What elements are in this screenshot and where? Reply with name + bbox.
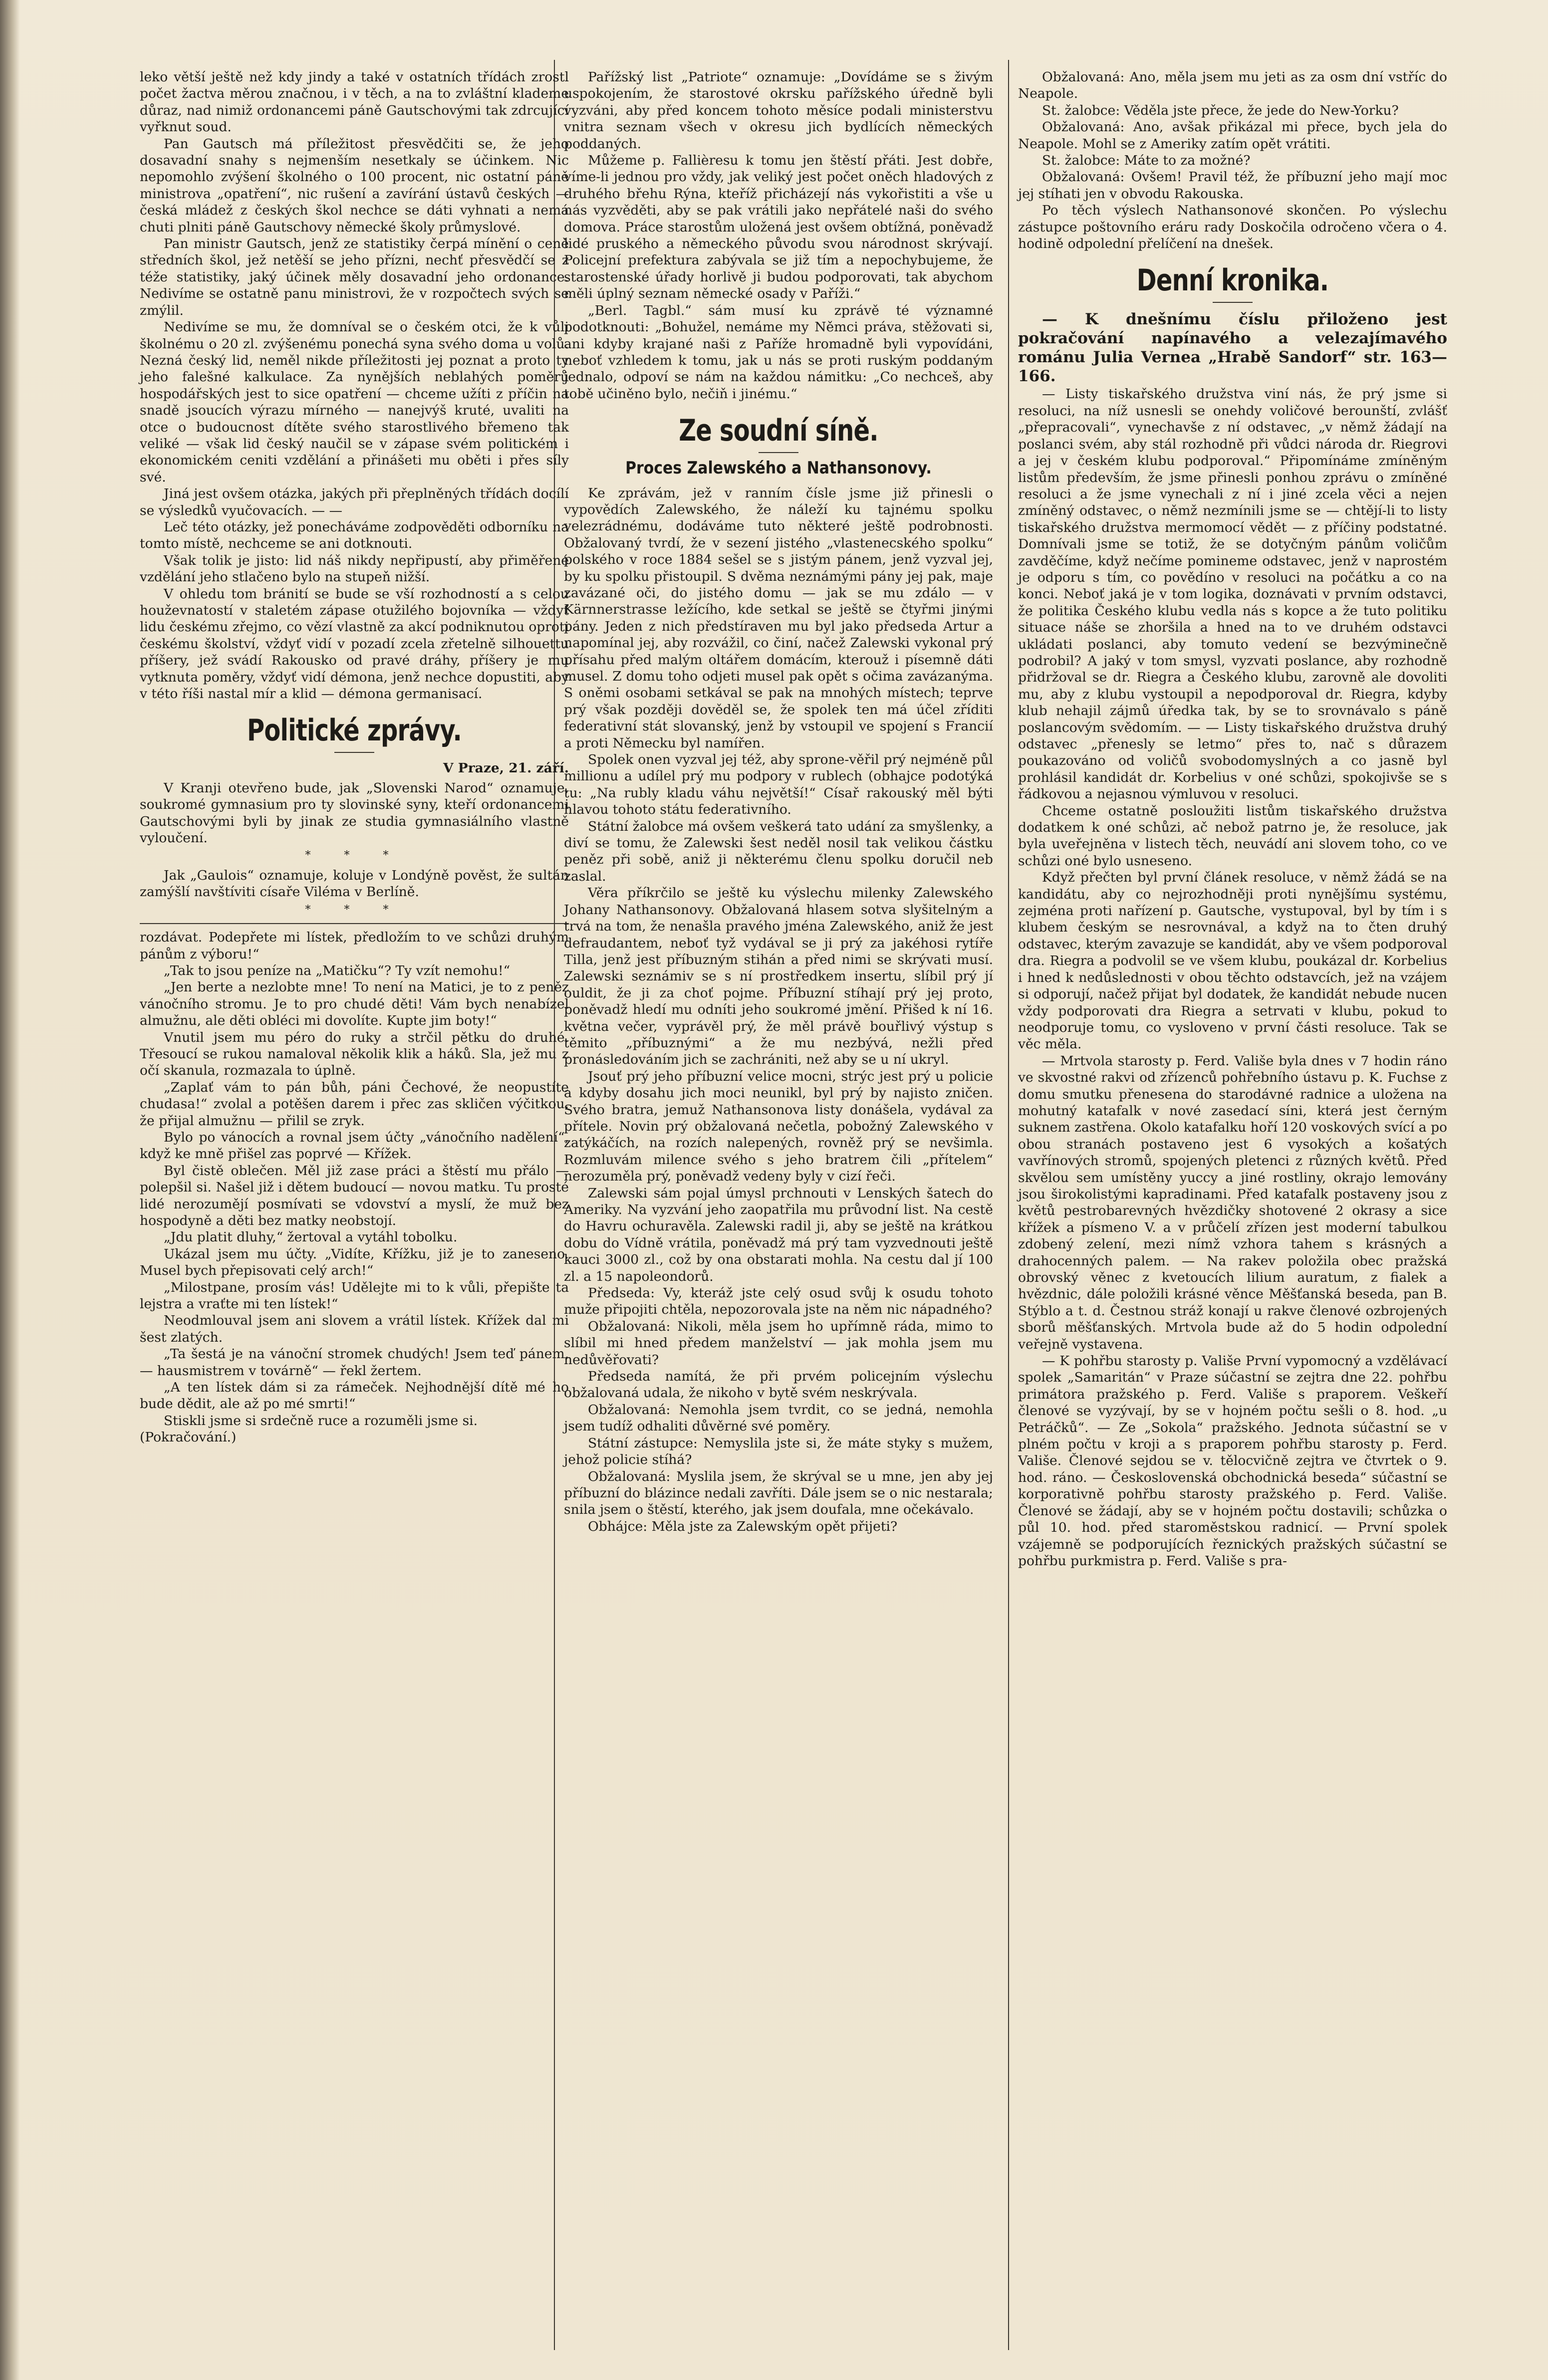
paragraph: Po těch výslech Nathansonové skončen. Po výslechu zástupce poštovního eráru rady Doskočila odročeno včera o 4. hodině odpolední přelíčení na dnešek. (1018, 203, 1447, 252)
paragraph: Když přečten byl první článek resoluce, v němž žádá se na kandidátu, aby co nejrozhodněji proti nynějšímu systému, zejména proti nařízení p. Gautsche, vystupoval, byl by tím i s klubem českým se nesrovnával, a když na to čten druhý odstavec, kterým zavazuje se kandidát, aby ve všem podporoval dra. Riegra a podvolil se ve všem klubu, poukázal dr. Korbelius i hned k nedůslednosti v obou těchto odstavcích, jež na vzájem si odporují, načež přijat byl dodatek, že kandidát nebude nucen vždy podporovati dra Riegra a setrvati v klubu, pokud to neodporuje tomu, co vysloveno v první části resoluce. Tak se věc měla. (1018, 870, 1447, 1052)
paragraph: St. žalobce: Máte to za možné? (1042, 153, 1251, 169)
paragraph: Jiná jest ovšem otázka, jakých při přeplněných třídách docílí se výsledků vyučovacích. — — (140, 486, 569, 518)
paragraph: V ohledu tom bránití se bude se vší rozhodností a s celou houževnatostí v staletém zápase otužilého bojovníka — vždyť lidu českému zřejmo, co vězí vlastně za akcí podniknutou oproti českému školství, vždyť vidí v pozadí zcela zřetelně silhouettu příšery, jež svádí Rakousko od pravé dráhy, příšery je mu vytknuta poměry, vždyť vidí démona, jenž nechce dopustiti, aby v této říši nastal mír a klid — démona germanisací. (140, 586, 569, 702)
paragraph: — Mrtvola starosty p. Ferd. Vališe byla dnes v 7 hodin ráno ve skvostné rakvi od zřízenců pohřebního ústavu p. K. Fuchse z domu smutku přenesena do starodávné radnice a uložena na mohutný katafalk v nové zasedací síni, která jest černým suknem zastřena. Okolo katafalku hoří 120 voskových svící a po obou stranách postaveno jest 6 vysokých a košatých vavřínových stromů, spojených pletenci z různých květů. Před skvělou sem umístěny yuccy a jiné rostliny, okrajo lemovány jsou širokolistými kapradinami. Před katafalk postaveny jsou z květů pestrobarevných hvězdičky shotovené 2 okrasy a sice křížek a písmeno V. a v průčelí zřízen jest moderní tabulkou zdobený zelení, mezi nímž vzhora tahem s krásných a drahocenných palem. — Na rakev položila obec pražská obrovský věnec z kvetoucích lilium auratum, z fialek a hvězdnic, dále položili krásné věnce Měšťanská beseda, pan B. Stýblo a t. d. Čestnou stráž konají u rakve členové ozbrojených sborů měšťanských. Mrtvola bude až do 5 hodin odpolední veřejně vystavena. (1018, 1053, 1447, 1352)
paragraph: Obžalovaná: Myslila jsem, že skrýval se u mne, jen aby jej příbuzní do blázince nedali zavříti. Dále jsem se o nic nestarala; snila jsem o štěstí, kterého, jak jsem doufala, mne očekávalo. (564, 1468, 993, 1518)
feuilleton-paragraph: „Ta šestá je na vánoční stromek chudých! Jsem teď pánem, — hausmistrem v továrně“ — řekl žertem. (140, 1346, 569, 1379)
paragraph: Státní žalobce má ovšem veškerá tato udání za smyšlenky, a diví se tomu, že Zalewski šest neděl nosil tak velikou částku peněz při sobě, aniž ji některému členu spolku doručil neb zaslal. (564, 818, 993, 884)
column-3 (1018, 69, 1447, 1569)
divider (759, 452, 798, 453)
continuation-note: (Pokračování.) (140, 1429, 237, 1445)
paragraph: Můžeme p. Fallièresu k tomu jen štěstí přáti. Jest dobře, víme-li jednou pro vždy, jak veliký jest počet oněch hladových z druhého břehu Rýna, kteříž přicházejí nás vykořistiti a vše u nás vyzvěděti, aby se pak vrátili jako nepřátelé naši do svého domova. Práce starostům uložená jest ovšem obtížná, poněvadž lidé pruského a německého původu svou národnost skrývají. Policejní prefektura zabývala se již tím a nepochybujeme, že starostenské úřady horlivě ji budou podporovati, tak abychom měli úplný seznam německé osady v Paříži.“ (564, 153, 993, 302)
feuilleton-paragraph: Ukázal jsem mu účty. „Vidíte, Křížku, již je to zaneseno. Musel bych přepisovati celý arch!“ (140, 1246, 569, 1279)
paragraph: Obžalovaná: Nemohla jsem tvrdit, co se jedná, nemohla jsem tudíž odhaliti důvěrné své poměry. (564, 1402, 993, 1434)
feuilleton-paragraph: „Zaplať vám to pán bůh, páni Čechové, že neopustíte chudasa!“ zvolal a potěšen darem i přec zas skličen výčitkou, že přijal almužnu — přilil se zryk. (140, 1079, 569, 1129)
feuilleton-paragraph: „A ten lístek dám si za rámeček. Nejhodnější dítě mé ho bude dědit, ale až po mé smrti!“ (140, 1380, 569, 1412)
paragraph: Leč této otázky, jež ponecháváme zodpověděti odborníku na tomto místě, nechceme se ani dotknouti. (140, 519, 569, 552)
lead-notice: — K dnešnímu číslu přiloženo jest pokračování napínavého a velezajímavého románu Julia Vernea „Hrabě Sandorf“ str. 163—166. (1018, 310, 1447, 386)
paragraph: Spolek onen vyzval jej též, aby sprone-věřil prý nejméně půl millionu a udílel prý mu podpory v rublech (obhajce podotýká tu: „Na rubly kladu váhu největší!“ Císař rakouský měl býti hlavou tohoto státu federativního. (564, 752, 993, 818)
article-heading-trial: Proces Zalewského a Nathansonovy. (625, 458, 932, 478)
paragraph: leko větší ještě než kdy jindy a také v ostatních třídách zrostl počet žactva měrou značnou, i v těch, a na to zvláštní klademe důraz, nad nimiž ordonancemi páně Gautschovými tak zdrcující vyřknut soud. (140, 69, 569, 135)
section-heading-chronicle: Denní kronika. (1136, 263, 1329, 298)
paragraph: „Berl. Tagbl.“ sám musí ku zprávě té významné podotknouti: „Bohužel, nemáme my Němci práva, stěžovati si, ani kdyby krajané naši z Paříže hromadně byli vypovídáni, neboť vzhledem k tomu, jak u nás se proti ruským poddaným jednalo, odpoví se nám na každou námitku: „Co nechceš, aby tobě učiněno bylo, nečiň i jinému.“ (564, 302, 993, 402)
page-binding-shadow (0, 0, 20, 2380)
feuilleton-paragraph: „Jdu platit dluhy,“ žertoval a vytáhl tobolku. (164, 1229, 458, 1245)
paragraph: Státní zástupce: Nemyslila jste si, že máte styky s mužem, jehož policie stíhá? (564, 1435, 993, 1468)
divider (334, 752, 374, 753)
feuilleton-paragraph: Byl čistě oblečen. Měl již zase práci a štěstí mu přálo — polepšil si. Našel již i dětem budoucí — novou matku. Tu prosté lidé nerozumějí posmívati se vdovství a myslí, že muž bez hospodyně a děti bez matky neobstojí. (140, 1163, 569, 1228)
paragraph: Ke zprávám, jež v ranním čísle jsme již přinesli o vypovědích Zalewského, že náleží ku tajnému spolku velezrádnému, dodáváme tuto některé ještě podrobnosti. Obžalovaný tvrdí, že v sezení jistého „vlastenecského spolku“ polského v roce 1884 sešel se s jistým pánem, jenž vyzval jej, by ku spolku přistoupil. S dvěma neznámými pány jej pak, maje zavázané oči, do jistého domu — jak se mu zdálo — v Kärnnerstrasse ležícího, kde setkal se ještě se čtyřmi jinými pány. Jeden z nich předstíraven mu byl jako předseda Artur a napomínal jej, aby rozvážil, co činí, načež Zalewski vykonal prý přísahu před malým oltářem domácím, kterouž i písemně dáti musel. Z domu toho odjeti musel pak opět s očima zavázanýma. S oněmi osobami setkával se pak na mnohých místech; teprve prý však později dověděl se, že spolek ten má účel zříditi federativní stát slovanský, jenž by vstoupil ve spojení s Francií a proti Německu byl namířen. (564, 485, 993, 751)
paragraph: Pařížský list „Patriote“ oznamuje: „Dovídáme se s živým uspokojením, že starostové okrsku pařížského úředně byli vyzváni, aby před koncem tohoto měsíce podali ministerstvu vnitra seznam všech v okresu jich bydlících německých poddaných. (564, 69, 993, 152)
paragraph: Pan ministr Gautsch, jenž ze statistiky čerpá mínění o ceně středních škol, jež netěší se jeho přízni, nechť přesvědčí se z téže statistiky, jaký účinek měly dosavadní jeho ordonance. Nedivíme se ostatně panu ministrovi, že v rozpočtech svých se zmýlil. (140, 236, 569, 318)
feuilleton-paragraph: „Tak to jsou peníze na „Matičku“? Ty vzít nemohu!“ (164, 962, 511, 978)
feuilleton-paragraph: Stiskli jsme si srdečně ruce a rozuměli jsme si. (164, 1413, 478, 1428)
paragraph: Předseda: Vy, kteráž jste celý osud svůj k osudu tohoto muže připojiti chtěla, nepozorovala jste na něm nic nápadného? (564, 1285, 993, 1318)
paragraph: Nedivíme se mu, že domníval se o českém otci, že k vůli školnému o 20 zl. zvýšenému ponechá syna svého doma u volů. Nezná český lid, neměl nikde příležitosti jej poznat a proto ty jeho falešné kalkulace. Za nynějších neblahých poměrů hospodářských jest to sice opatření — chceme užíti z příčin na snadě jsoucích výrazu mírného — nanejvýš kruté, uvaliti na otce o budoucnost dítěte svého starostlivého břemeno tak veliké — však lid český naučil se v zápase svém politickém i ekonomickém ceniti vzdělání a přinášeti mu oběti i přes síly své. (140, 319, 569, 485)
paragraph: Předseda namítá, že při prvém policejním výslechu obžalovaná udala, že nikoho v bytě svém neskrývala. (564, 1369, 993, 1401)
feuilleton-paragraph: rozdávat. Podepřete mi lístek, předložím to ve schůzi druhým pánům z výboru!“ (140, 930, 569, 962)
paragraph: Obžalovaná: Nikoli, měla jsem ho upřímně ráda, mimo to slíbil mi hned předem manželství — jak mohla jsem mu nedůvěřovati? (564, 1318, 993, 1368)
paragraph: Obhájce: Měla jste za Zalewským opět přijeti? (588, 1518, 898, 1534)
paragraph: Chceme ostatně posloužiti listům tiskařského družstva dodatkem k oné schůzi, ač nebož patrno je, že resoluce, jak byla uveřejněna v listech těch, neuvádí ani slovem toho, co ve schůzi oné bylo usneseno. (1018, 803, 1447, 869)
section-heading-court: Ze soudní síně. (679, 413, 878, 449)
paragraph: St. žalobce: Věděla jste přece, že jede do New-Yorku? (1042, 102, 1399, 118)
feuilleton-paragraph: „Milostpane, prosím vás! Udělejte mi to k vůli, přepište ta lejstra a vraťte mi ten lístek!“ (140, 1279, 569, 1312)
paragraph: Obžalovaná: Ovšem! Pravil též, že příbuzní jeho mají moc jej stíhati jen v obvodu Rakouska. (1018, 169, 1447, 202)
paragraph: Obžalovaná: Ano, avšak přikázal mi přece, bych jela do Neapole. Mohl se z Ameriky zatím opět vrátiti. (1018, 119, 1447, 152)
paragraph: Věra příkrčilo se ještě ku výslechu milenky Zalewského Johany Nathansonovy. Obžalovaná hlasem sotva slyšitelným a trvá na tom, že nenašla pravého jména Zalewského, aniž že jest defraudantem, neboť tyž vydával se ji prý za jakéhosi rytíře Tilla, jenž jest příbuzným stihán a před nimi se skrývati musí. Zalewski seznámiv se s ní prostředkem insertu, slíbil prý jí ouldit, že ji za choť pojme. Příbuzní stíhají prý jej proto, poněvadž hledí mu odníti jeho soukromé jmění. Přišed k ní 16. května večer, vyprávěl prý, že měl právě bouřlivý výstup s těmito „příbuznými“ a že mu nezbývá, nežli před pronásledováním jich se zachrániti, než aby se u ní ukryl. (564, 885, 993, 1068)
feuilleton-paragraph: Vnutil jsem mu péro do ruky a strčil pětku do druhé. Třesoucí se rukou namaloval několik klik a háků. Sla, jež mu z očí skanula, rozmazala to úplně. (140, 1029, 569, 1079)
news-item: V Kranji otevřeno bude, jak „Slovenski Narod“ oznamuje, soukromé gymnasium pro ty slovinské syny, kteří ordonancemi Gautschovými byli by jinak ze studia gymnasiálního vlastně vyloučení. (140, 780, 569, 846)
column-divider (1008, 60, 1009, 2350)
paragraph: Pan Gautsch má příležitost přesvědčiti se, že jeho dosavadní snahy s nejmenším nesetkaly se účinkem. Nic nepomohlo zvýšení školného o 100 procent, nic ostatní páně ministrova „opatření“, nic rušení a zavírání ústavů českých — česká mládež z českých škol nechce se dáti vyhnati a nemá chuti plniti páně Gautschovy německé školy průmyslové. (140, 136, 569, 235)
separator-stars: * * * (305, 849, 404, 862)
column-1 (140, 69, 569, 1446)
section-heading-politics: Politické zprávy. (247, 713, 462, 748)
feuilleton-paragraph: Bylo po vánocích a rovnal jsem účty „vánočního nadělení“, když ke mně přišel zas poprvé — Křížek. (140, 1129, 569, 1162)
feuilleton-paragraph: Neodmlouval jsem ani slovem a vrátil lístek. Křížek dal mi šest zlatých. (140, 1313, 569, 1345)
dateline: V Praze, 21. září. (443, 760, 569, 776)
feuilleton-paragraph: „Jen berte a nezlobte mne! To není na Matici, je to z peněz vánočního stromu. Je to pro chudé děti! Vám bych nenabízel almužnu, ale děti obléci mi dovolíte. Kupte jim boty!“ (140, 979, 569, 1029)
paragraph: Však tolik je jisto: lid náš nikdy nepřipustí, aby přiměřené vzdělání jeho stlačeno bylo na stupeň nižší. (140, 552, 569, 585)
feuilleton-rule (140, 923, 569, 924)
separator-stars: * * * (305, 903, 404, 916)
news-item: Jak „Gaulois“ oznamuje, koluje v Londýně pověst, že sultán zamýšlí navštíviti císaře Viléma v Berlíně. (140, 867, 569, 900)
paragraph: — K pohřbu starosty p. Vališe První vypomocný a vzdělávací spolek „Samaritán“ v Praze súčastní se zejtra dne 22. pohřbu primátora pražského p. Ferd. Vališe s praporem. Veškeří členové se vyzývají, by se v hojném počtu sešli o 8. hod. „u Petráčků“. — Ze „Sokola“ pražského. Jednota súčastní se v plném počtu v kroji a s praporem pohřbu starosty p. Ferd. Vališe. Členové sejdou se v. tělocvičně zejtra ve čtvrtek o 9. hod. ráno. — Československá obchodnická beseda“ súčastní se korporativně pohřbu starosty pražského p. Ferd. Vališe. Členové se žádají, aby se v hojném počtu dostavili; schůzka o půl 10. hod. před staroměstskou radnicí. — První spolek vzájemně se podporujících řeznických pražských súčastní se pohřbu purkmistra p. Ferd. Vališe s pra- (1018, 1353, 1447, 1569)
paragraph: Jsouť prý jeho příbuzní velice mocni, strýc jest prý u policie a kdyby dosahu jich moci neunikl, byl prý by najisto zničen. Svého bratra, jemuž Nathansonova listy donášela, vydával za přítele. Novin prý obžalovaná nečetla, pobožný Zalewského v zatýkáčích, na rozích nalepených, rovněž prý se nevšimla. Rozmluvám milence svého s jeho bratrem čili „přítelem“ nerozuměla prý, poněvadž vedeny byly v cizí řeči. (564, 1068, 993, 1185)
paragraph: Obžalovaná: Ano, měla jsem mu jeti as za osm dní vstříc do Neapole. (1018, 69, 1447, 102)
paragraph: Zalewski sám pojal úmysl prchnouti v Lenských šatech do Ameriky. Na vyzvání jeho zaopatřila mu průvodní list. Na cestě do Havru ochuravěla. Zalewski radil ji, aby se ještě na krátkou dobu do Vídně vrátila, poněvadž má prý tam vyzvednouti ještě kauci 3000 zl., což by ona obstarati mohla. Na cestu dal jí 100 zl. a 15 napoleondorů. (564, 1185, 993, 1284)
divider (1213, 302, 1253, 303)
paragraph: — Listy tiskařského družstva viní nás, že prý jsme si resoluci, na níž usnesli se onehdy voličové berounští, zvlášť „přepracovali“, vynechavše z ní odstavec, „v němž žádají na poslanci svém, aby stál rozhodně při vůdci národa dr. Riegrovi a jej v českém klubu podporoval.“ Připomínáme zmíněným listům především, že jsme přinesli ponhou zprávu o zmíněné resoluci a že jsme vynechali z ní i jiné zcela věci a nejen zmíněný odstavec, o němž nezmínili jsme se — chtějí-li to listy tiskařského družstva mermomocí vědět — z příčiny podstatné. Domnívali jsme se totiž, že se dotyčným pánům voličům zavděčíme, když nečíme pomineme odstavec, jenž v naprostém je odporu s tím, co povědíno v resoluci na počátku a co na konci. Neboť jaká je v tom logika, doznávati v prvním odstavci, že politika Českého klubu vedla nás s kopce a že tuto politiku situace náše se zhoršila a hned na to ve druhém odstavci ukládati poslanci, aby tomuto vedení se bezvýminečně podrobil? A jaký v tom smysl, vyzvati poslance, aby rozhodně přidržoval se dr. Riegra a Českého klubu, zarovně ale dovoliti mu, aby z klubu vystoupil a nepodporoval dr. Riegra, kdyby klub nehajil zájmů úředka tak, by se to srovnávalo s páně poslancovým svědomím. — — Listy tiskařského družstva druhý odstavec „přenesly se letmo“ přes to, nač s důrazem poukazováno od voličů svobodomyslných a co jasně byl prohlásil kandidát dr. Korbelius v oné schůzi, spokojivše se s řádkovou a nejasnou výmluvou v resoluci. (1018, 386, 1447, 802)
column-2 (564, 69, 993, 1535)
